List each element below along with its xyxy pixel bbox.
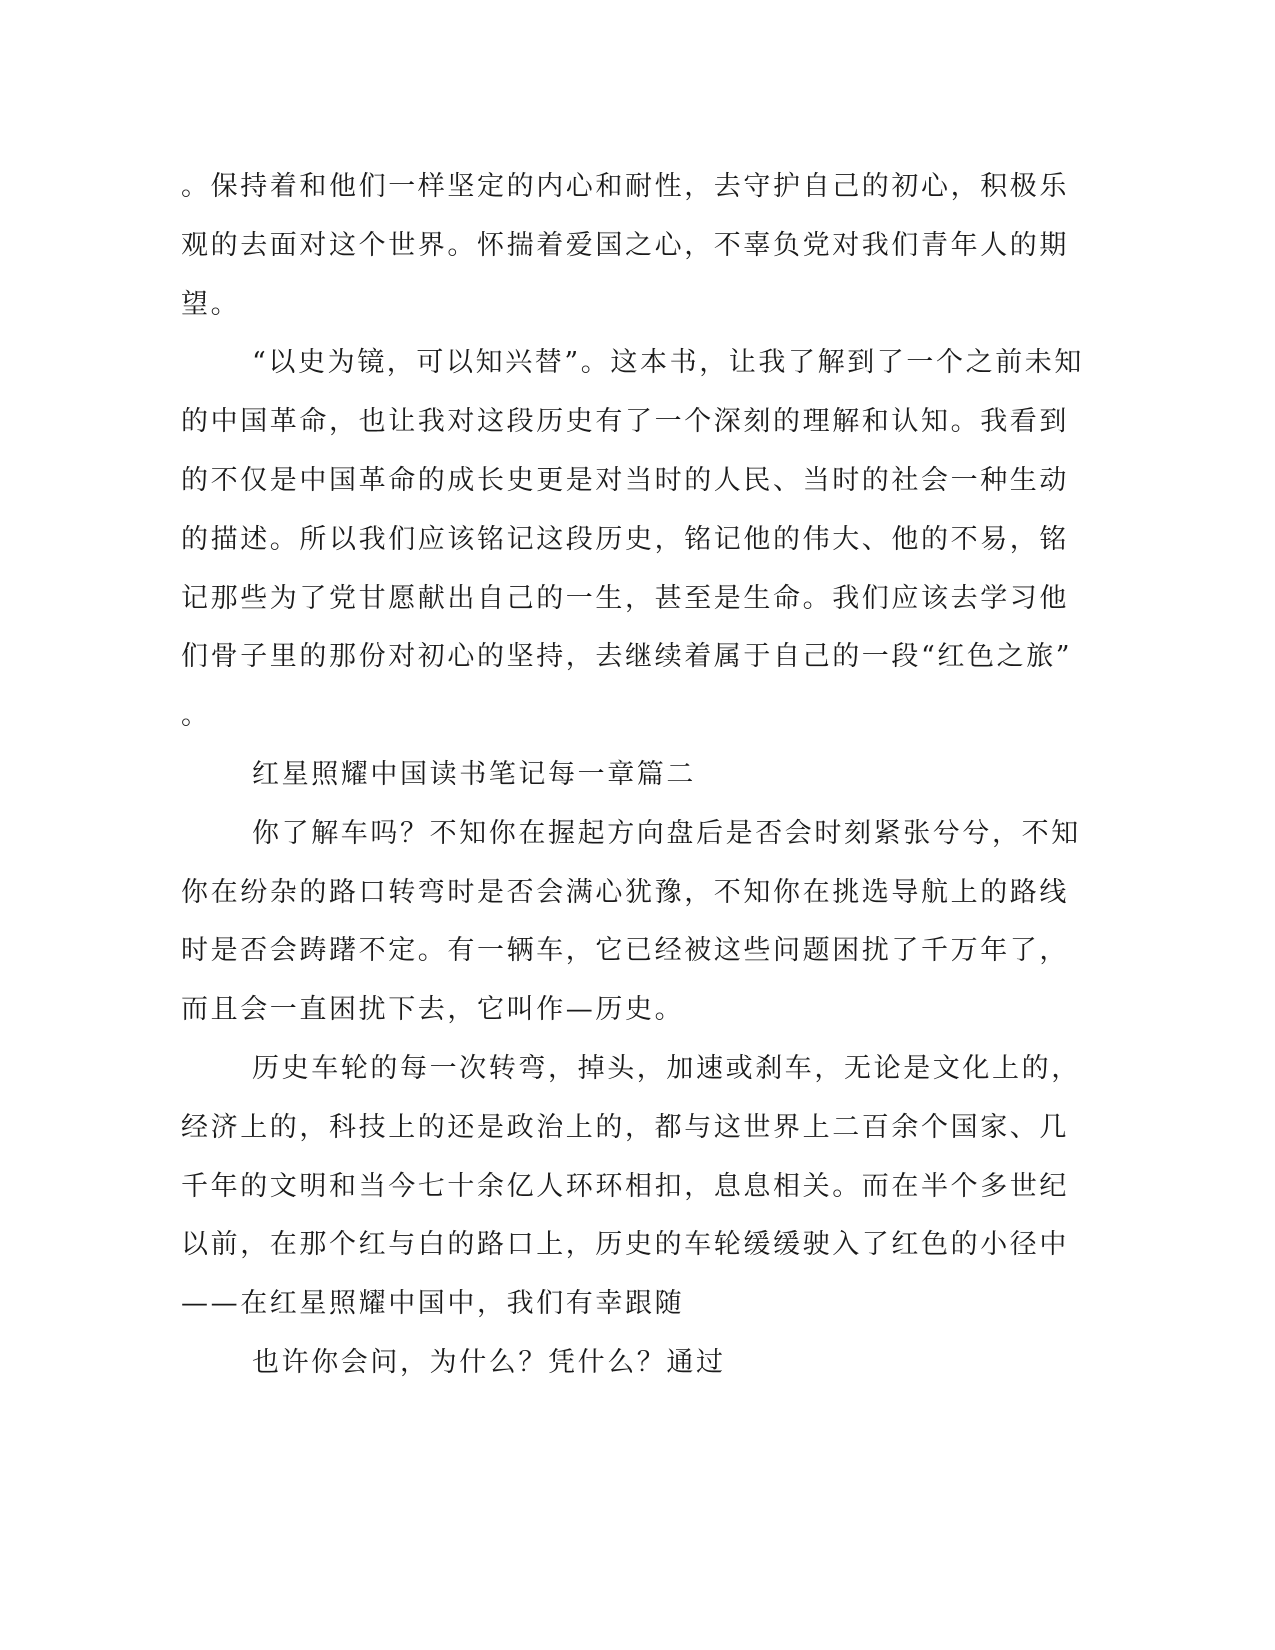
text-line: 而且会一直困扰下去，它叫作—历史。 [181, 994, 685, 1026]
text-line: 观的去面对这个世界。怀揣着爱国之心，不辜负党对我们青年人的期 [181, 229, 1069, 261]
text-line: 你在纷杂的路口转弯时是否会满心犹豫，不知你在挑选导航上的路线 [181, 876, 1069, 908]
paragraph-start-line: 你了解车吗？不知你在握起方向盘后是否会时刻紧张兮兮，不知 [252, 817, 1081, 849]
text-line: 千年的文明和当今七十余亿人环环相扣，息息相关。而在半个多世纪 [181, 1170, 1069, 1202]
text-line: 的中国革命，也让我对这段历史有了一个深刻的理解和认知。我看到 [181, 406, 1069, 438]
paragraph-start-line: “以史为镜，可以知兴替”。这本书，让我了解到了一个之前未知 [252, 347, 1085, 379]
text-line: 的描述。所以我们应该铭记这段历史，铭记他的伟大、他的不易，铭 [181, 523, 1069, 555]
text-line: 时是否会踌躇不定。有一辆车，它已经被这些问题困扰了千万年了， [181, 935, 1069, 967]
text-line: 们骨子里的那份对初心的坚持，去继续着属于自己的一段“红色之旅” [181, 641, 1073, 673]
section-heading: 红星照耀中国读书笔记每一章篇二 [252, 758, 696, 790]
text-line: 望。 [181, 288, 241, 320]
text-line: 的不仅是中国革命的成长史更是对当时的人民、当时的社会一种生动 [181, 464, 1069, 496]
text-line: 。 [181, 700, 211, 732]
paragraph-start-line: 也许你会问，为什么？凭什么？通过 [252, 1346, 726, 1378]
text-line: 。保持着和他们一样坚定的内心和耐性，去守护自己的初心，积极乐 [181, 171, 1069, 202]
text-line: 记那些为了党甘愿献出自己的一生，甚至是生命。我们应该去学习他 [181, 582, 1069, 614]
text-line: 以前，在那个红与白的路口上，历史的车轮缓缓驶入了红色的小径中 [181, 1229, 1069, 1261]
body-text [181, 158, 1085, 1393]
text-line: ——在红星照耀中国中，我们有幸跟随 [181, 1288, 685, 1320]
text-line: 经济上的，科技上的还是政治上的，都与这世界上二百余个国家、几 [181, 1111, 1069, 1143]
paragraph-start-line: 历史车轮的每一次转弯，掉头，加速或刹车，无论是文化上的， [252, 1052, 1081, 1084]
